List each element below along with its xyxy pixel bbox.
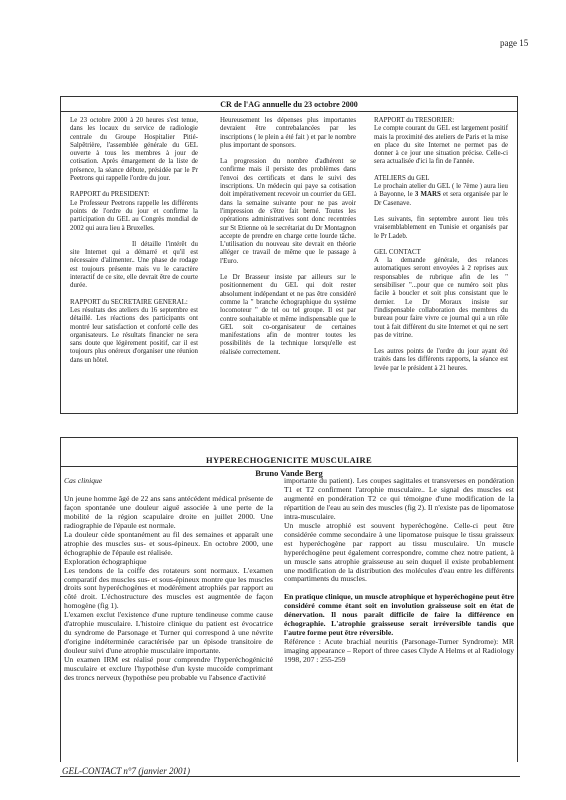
workshops-text-a: Le prochain atelier du GEL ( le 7ème ) aura lieu à Bayonne, le (374, 183, 508, 199)
discussion-paragraph: Un muscle atrophié est souvent hyperéchogène. Celle-ci peut être considérée comme secondaire à une lipomatose puisque le tissu graisseux est hyperéchogène par rapport au tissu musculaire. Un muscle hyperéchogène peut également correspondre, comme chez notre patient, à un muscle sans atrophie graisseuse au sein duquel il existe probablement une modification de la distribution des molécules d'eau entre les différents compartiments du muscles. (284, 520, 514, 584)
footer-rule (60, 776, 520, 777)
title-divider (61, 111, 517, 112)
treasurer-heading: RAPPORT du TRESORIER: (374, 117, 455, 124)
president-paragraph-2: Il détaille l'intérêt du site Internet qui a démarré et qu'il est nécessaire d'alimenter.. Une phase de rodage est toujours présente mais vu le caractère interactif de ce site, elle devrait être de courte durée. (70, 240, 198, 290)
case-paragraph-1: Un jeune homme âgé de 22 ans sans antécédent médical présente de façon spontanée une douleur aiguë associée à une perte de la mobilité de la région scapulaire droite en juillet 2000. Une radiographie de l'épaule est normale. (64, 493, 273, 530)
report-column-1 (70, 117, 198, 373)
report-intro: Le 23 octobre 2000 à 20 heures s'est tenue, dans les locaux du service de radiologie centrale du Groupe Hospitalier Pitié-Salpêtrière, l'assemblée générale du GEL ouverte à tous les membres à jour de cotisation. Après émargement de la liste de présence, la séance débute, présidée par le Pr Peetrons qui rappelle l'ordre du jour. (70, 117, 198, 183)
case-paragraph-2: La douleur cède spontanément au fil des semaines et apparaît une atrophie des muscles sus- et sous-épineux. En octobre 2000, une échographie de l'épaule est réalisée. (64, 529, 273, 557)
independence-paragraph: Le Dr Brasseur insiste par ailleurs sur le positionnement du GEL qui doit rester absolument indépendant et ne pas être considéré comme la " branche échographique du système locomoteur " de tel ou tel groupe. Il est par contre souhaitable et même indispensable que le GEL soit co-organisateur de certaines manifestations afin de montrer toutes les possibilités de la technique lorsqu'elle est réalisée correctement. (220, 274, 356, 356)
case-heading: Cas clinique (64, 476, 103, 485)
secretary-paragraph: Les résultats des ateliers du 16 septembre est détaillé. Les réactions des participants ont montré leur satisfaction et conforté celle des organisateurs. Le résultats financier ne sera sans doute que légèrement positif, car il est toujours plus onéreux d'organiser une réunion dans un hôtel. (70, 306, 198, 364)
mri-findings-paragraph: importante du patient). Les coupes sagittales et transverses en pondération T1 et T2 confirment l'atrophie musculaire.. Le signal des muscles est augmenté en pondération T2 ce qui témoigne d'une modification de la répartition de l'eau au sein des muscles (fig 2). Il n'existe pas de lipomatose intra-musculaire. (284, 476, 514, 521)
article-author: Bruno Vande Berg (255, 468, 323, 478)
conclusion-paragraph: En pratique clinique, un muscle atrophique et hyperéchogène peut être considéré comme étant soit en involution graisseuse soit en état de dénervation. Il nous paraît difficile de faire la différence en échographie. L'atrophie graisseuse serait irréversible tandis que l'autre forme peut être réversible. (284, 592, 514, 638)
membership-paragraph: La progression du nombre d'adhérent se confirme mais il persiste des problèmes dans l'envoi des certificats et dans le suivi des inscriptions. Un médecin qui paye sa cotisation doit impérativement recevoir un courrier du GEL dans la semaine suivante pour ne pas avoir l'impression de s'être fait berné. Toutes les opérations administratives sont donc recentrées sur St Etienne où le secrétariat du Dr Montagnon accepte de prendre en charge cette lourde tâche. L'utilisation du nouveau site devrait en théorie alléger ce travail de même que le passage à l'Euro. (220, 158, 356, 265)
president-heading: RAPPORT du PRESIDENT: (70, 191, 150, 199)
exploration-paragraph: Les tendons de la coiffe des rotateurs sont normaux. L'examen comparatif des muscles sus- et sous-épineux montre que les muscles droits sont hyperéchogènes et modérément atrophiés par rapport au côté droit. L'échostructure des muscles est augmentée de façon homogène (fig 1). (64, 565, 273, 611)
page-number: page 15 (500, 38, 529, 48)
closing-paragraph: Les autres points de l'ordre du jour ayant été traités dans les différents rapports, la séance est levée par le président à 21 heures. (374, 348, 508, 372)
secretary-heading: RAPPORT du SECRETAIRE GENERAL: (70, 298, 188, 306)
workshops-heading: ATELIERS du GEL (374, 174, 430, 182)
reference: Référence : Acute brachial neuritis (Parsonage-Turner Syndrome): MR imaging appearance – Report of three cases Clyde A Helms et al Radiology 1998, 207 : 255-259 (284, 637, 514, 665)
workshop-date: 3 MARS (414, 191, 441, 199)
exploration-heading: Exploration échographique (64, 556, 147, 566)
workshops-paragraph-2: Les suivants, fin septembre auront lieu très vraisemblablement en Tunisie et organisés par le Pr Ladeb. (374, 215, 508, 240)
contact-paragraph-1: A la demande générale, des relances automatiques seront envoyées à 2 reprises aux responsables de rubrique afin de les " sensibiliser "...pour que ce numéro soit plus facile à boucler et soit plus consistant que le dernier. Le Dr Moraux insiste sur l'indispensable collaboration des membres du bureau pour faire vivre ce journal qui a un rôle tout à fait différent du site Internet et qui ne sert pas de vitrine. (374, 257, 508, 339)
president-paragraph-1: Le Professeur Peetrons rappelle les différents points de l'ordre du jour et confirme la participation du GEL au Congrès mondial de 2002 qui aura lieu à Bruxelles. (70, 199, 198, 232)
article-column-2 (284, 477, 514, 665)
article-title-divider (61, 466, 517, 467)
workshops-paragraph-1 (374, 183, 508, 208)
article-column-1 (64, 477, 273, 683)
expenses-paragraph: Heureusement les dépenses plus importantes devraient être contrebalancées par les inscriptions ( le plein a été fait ) et par le nombre plus important de sponsors. (220, 117, 356, 149)
contact-heading: GEL CONTACT (374, 248, 421, 256)
report-column-3 (374, 117, 508, 381)
treasurer-paragraph: Le compte courant du GEL est largement positif mais la proximité des ateliers de Paris et la mise en place du site Internet ne permet pas de donner à ce jour une situation précise. Celle-ci sera actualisée d'ici la fin de l'année. (374, 125, 508, 166)
exam-paragraph: L'examen exclut l'existence d'une rupture tendineuse comme cause d'atrophie musculaire. L'histoire clinique du patient est évocatrice du syndrome de Parsonage et Turner qui correspond à une névrite d'origine indéterminée caractérisée par un épisode transitoire de douleur suivi d'une atrophie musculaire importante. (64, 610, 273, 656)
mri-paragraph: Un examen IRM est réalisé pour comprendre l'hyperéchogénicité musculaire et exclure l'hypothèse d'un kyste mucoïde comprimant des troncs nerveux (hypothèse peu probable vu l'absence d'activité (64, 655, 273, 683)
assembly-report-title: CR de l'AG annuelle du 23 octobre 2000 (220, 100, 358, 109)
article-title: HYPERECHOGENICITE MUSCULAIRE (206, 455, 372, 465)
report-column-2 (220, 117, 356, 365)
journal-footer: GEL-CONTACT n°7 (janvier 2001) (62, 766, 191, 776)
workshops-text-c: et sera organisée par le Dr Casenave. (374, 191, 508, 207)
